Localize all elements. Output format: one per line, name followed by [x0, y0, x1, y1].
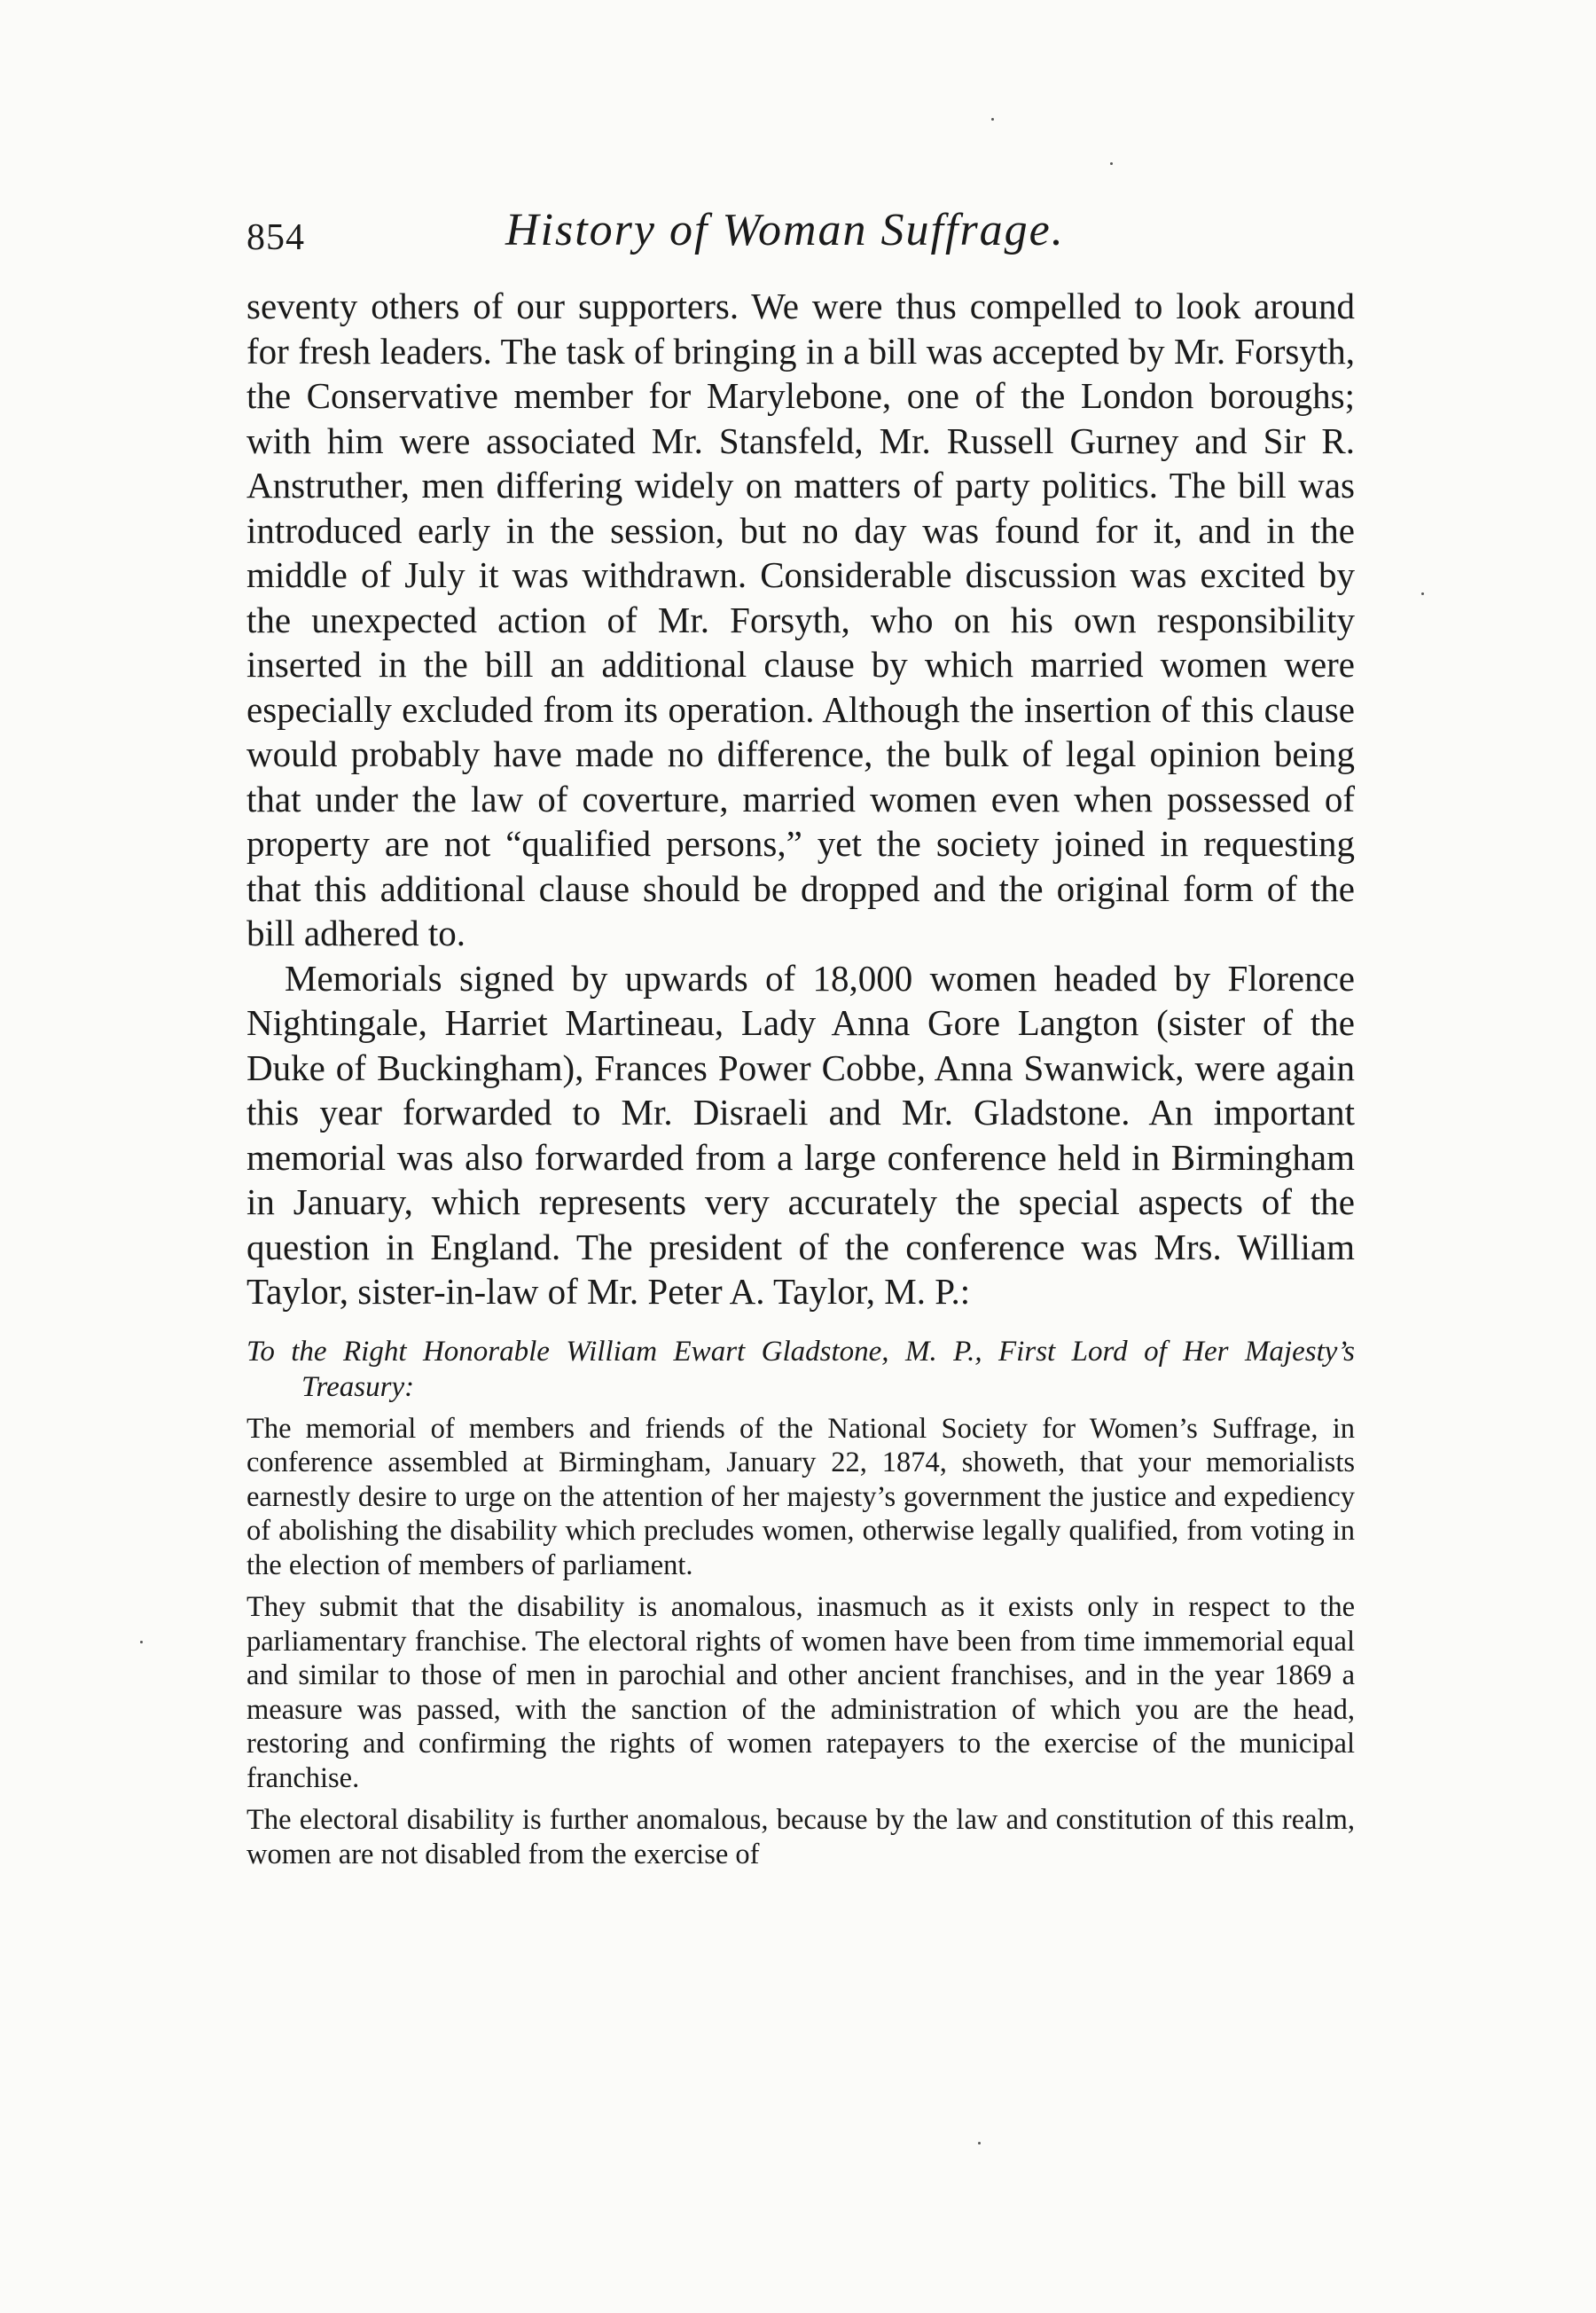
memorial-paragraph: The electoral disability is further anomalous, because by the law and constitution of this realm, women are not disabled from the exercise of [246, 1804, 1355, 1870]
body-text [246, 284, 1355, 1314]
book-page [246, 204, 1355, 1879]
page-header [246, 204, 1355, 268]
memorial-paragraph: They submit that the disability is anomalous, inasmuch as it exists only in respect to the parliamentary franchise. The electoral rights of women have been from time immemorial equal and similar to those of men in parochial and other ancient franchises, and in the year 1869 a measure was passed, with the sanction of the administration of which you are the head, restoring and confirming the rights of women ratepayers to the exercise of the municipal franchise. [246, 1591, 1355, 1794]
paragraph-memorials: Memorials signed by upwards of 18,000 women headed by Florence Nightingale, Harriet Martineau, Lady Anna Gore Langton (sister of the Duke of Buckingham), Frances Power Cobbe, Anna Swanwick, were again this year forwarded to Mr. Disraeli and Mr. Gladstone. An important memorial was also forwarded from a large conference held in Birmingham in January, which represents very accurately the special aspects of the question in England. The president of the conference was Mrs. William Taylor, sister-in-law of Mr. Peter A. Taylor, M. P.: [246, 957, 1355, 1312]
memorial-paragraph: The memorial of members and friends of the National Society for Women’s Suffrage, in conference assembled at Birmingham, January 22, 1874, showeth, that your memorialists earnestly desire to urge on the attention of her majesty’s government the justice and expediency of abolishing the disability which precludes women, otherwise legally qualified, from voting in the election of members of parliament. [246, 1412, 1355, 1581]
scan-speck [1421, 592, 1424, 595]
scan-speck [978, 2142, 981, 2144]
memorial-address [246, 1334, 1355, 1405]
address-line: To the Right Honorable William Ewart Gladstone, M. P., First Lord of Her Majesty’s Treasury: [246, 1335, 1355, 1403]
paragraph-continued: seventy others of our supporters. We were thus compelled to look around for fresh leaders. The task of bringing in a bill was accepted by Mr. Forsyth, the Conservative member for Marylebone, one of the London boroughs; with him were associated Mr. Stansfeld, Mr. Russell Gurney and Sir R. Anstruther, men differing widely on matters of party politics. The bill was introduced early in the session, but no day was found for it, and in the middle of July it was withdrawn. Considerable discussion was excited by the unexpected action of Mr. Forsyth, who on his own responsibility inserted in the bill an additional clause by which married women were especially excluded from its operation. Although the insertion of this clause would probably have made no difference, the bulk of legal opinion being that under the law of coverture, married women even when possessed of property are not “qualified persons,” yet the society joined in requesting that this additional clause should be dropped and the original form of the bill adhered to. [246, 286, 1355, 953]
scan-speck [140, 1641, 143, 1643]
scan-speck [991, 118, 994, 121]
page-number: 854 [246, 217, 305, 258]
memorial-text [246, 1412, 1355, 1872]
running-title: History of Woman Suffrage. [505, 205, 1065, 255]
scan-speck [1110, 162, 1113, 165]
